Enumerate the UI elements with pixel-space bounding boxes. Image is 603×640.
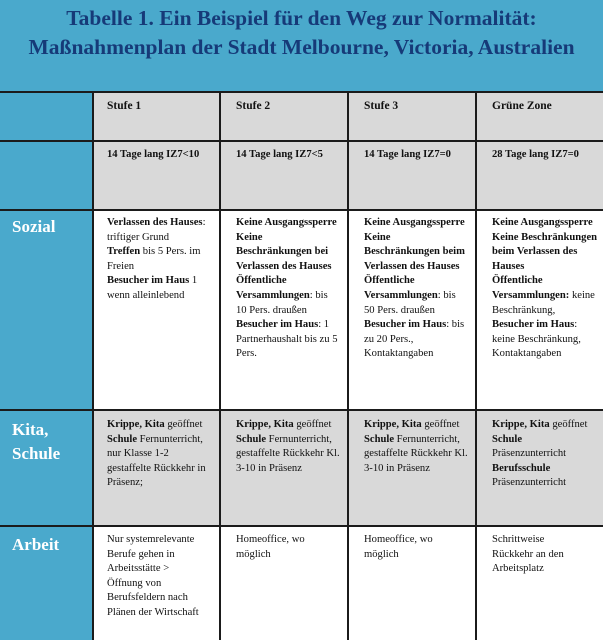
criteria-stufe-3: 14 Tage lang IZ7=0 bbox=[364, 149, 451, 160]
kita-gz-schule-bold: Schule bbox=[492, 433, 523, 445]
kita-cell-stufe-1 bbox=[107, 418, 213, 491]
sozial-s3-ausgangssperre: Keine Ausgangssperre bbox=[364, 217, 465, 228]
row-label-kita: Kita, bbox=[12, 420, 49, 439]
sozial-cell-stufe-1 bbox=[107, 216, 213, 304]
sozial-verlassen-bold: Verlassen des Hauses bbox=[107, 217, 203, 228]
sozial-treffen-bold: Treffen bbox=[107, 246, 141, 258]
grid-line bbox=[0, 409, 603, 411]
kita-s2-krippe-bold: Krippe, Kita bbox=[236, 419, 294, 430]
kita-s1-schule-bold: Schule bbox=[107, 433, 138, 445]
kita-cell-stufe-2 bbox=[236, 418, 340, 476]
sozial-s2-versammlungen-bold: Öffentliche Versammlungen bbox=[236, 275, 310, 301]
kita-s2-krippe-text: geöffnet bbox=[293, 419, 332, 430]
arbeit-cell-stufe-1: Nur systemrelevante Berufe gehen in Arbeitsstätte > Öffnung von Berufsfeldern nach Plänen der Wirtschaft bbox=[107, 534, 199, 618]
row-label-kita-schule bbox=[12, 418, 60, 466]
sozial-treffen-text: bis 5 Pers. im Freien bbox=[107, 246, 201, 272]
sozial-s3-besucher-bold: Besucher im Haus bbox=[364, 319, 447, 331]
sozial-s3-beschraenkungen: Keine Beschränkungen beim Verlassen des Hauses bbox=[364, 231, 465, 272]
sozial-s2-besucher-text: : 1 Partnerhaushalt bis zu 5 Pers. bbox=[236, 319, 338, 360]
sozial-gz-besucher-bold: Besucher im Haus bbox=[492, 319, 575, 331]
kita-gz-krippe-bold: Krippe, Kita bbox=[492, 419, 550, 430]
grid-line bbox=[0, 525, 603, 527]
header-gruene-zone: Grüne Zone bbox=[492, 100, 552, 112]
kita-s1-schule-text: Fernunterricht, nur Klasse 1-2 gestaffelte Rückkehr in Präsenz; bbox=[107, 433, 206, 489]
title-line-2: Maßnahmenplan der Stadt Melbourne, Victoria, Australien bbox=[28, 35, 575, 59]
kita-s2-schule-bold: Schule bbox=[236, 433, 267, 445]
sozial-cell-stufe-2 bbox=[236, 216, 340, 362]
sozial-s3-versammlungen-text: : bis 50 Pers. draußen bbox=[364, 289, 456, 316]
row-label-sozial: Sozial bbox=[12, 217, 56, 236]
grid-line bbox=[219, 92, 221, 640]
table-title bbox=[0, 4, 603, 62]
grid-line bbox=[0, 91, 603, 93]
kita-cell-gruene-zone bbox=[492, 418, 598, 491]
grid-line bbox=[92, 92, 94, 640]
sozial-gz-beschraenkungen: Keine Beschränkungen beim Verlassen des Hauses bbox=[492, 231, 598, 272]
grid-line bbox=[0, 140, 603, 142]
sozial-besucher-text: 1 wenn alleinlebend bbox=[107, 275, 198, 301]
header-stufe-3: Stufe 3 bbox=[364, 100, 399, 112]
sozial-s2-besucher-bold: Besucher im Haus bbox=[236, 319, 319, 331]
kita-gz-berufsschule-text: Präsenzunterricht bbox=[492, 477, 567, 489]
kita-s3-krippe-bold: Krippe, Kita bbox=[364, 419, 422, 430]
sozial-cell-gruene-zone bbox=[492, 216, 598, 362]
kita-gz-schule-text: Präsenzunterricht bbox=[492, 448, 567, 460]
kita-gz-berufsschule-bold: Berufsschule bbox=[492, 462, 551, 474]
title-line-1: Tabelle 1. Ein Beispiel für den Weg zur Normalität: bbox=[66, 6, 537, 30]
sozial-verlassen-text: : triftiger Grund bbox=[107, 217, 206, 243]
sozial-s3-besucher-text: : bis zu 20 Pers., Kontaktangaben bbox=[364, 319, 465, 360]
sozial-besucher-bold: Besucher im Haus bbox=[107, 275, 190, 287]
header-stufe-2: Stufe 2 bbox=[236, 100, 271, 112]
kita-s1-krippe-bold: Krippe, Kita bbox=[107, 419, 165, 430]
sozial-s3-versammlungen-bold: Öffentliche Versammlungen bbox=[364, 275, 438, 301]
sozial-gz-ausgangssperre: Keine Ausgangssperre bbox=[492, 217, 593, 228]
kita-s3-schule-text: Fernunterricht, gestaffelte Rückkehr Kl. 3-10 in Präsenz bbox=[364, 433, 468, 474]
grid-line bbox=[475, 92, 477, 640]
sozial-gz-versammlungen-bold: Öffentliche Versammlungen: bbox=[492, 275, 570, 301]
row-label-arbeit: Arbeit bbox=[12, 535, 60, 554]
criteria-stufe-1: 14 Tage lang IZ7<10 bbox=[107, 149, 200, 160]
sozial-cell-stufe-3 bbox=[364, 216, 468, 362]
kita-gz-krippe-text: geöffnet bbox=[549, 419, 588, 430]
grid-line bbox=[0, 209, 603, 211]
row-label-column bbox=[0, 92, 93, 640]
arbeit-cell-stufe-2: Homeoffice, wo möglich bbox=[236, 534, 305, 560]
sozial-gz-besucher-text: : keine Beschränkung, Kontaktangaben bbox=[492, 319, 581, 360]
kita-s1-krippe-text: geöffnet bbox=[164, 419, 203, 430]
grid-line bbox=[347, 92, 349, 640]
arbeit-cell-stufe-3: Homeoffice, wo möglich bbox=[364, 534, 433, 560]
kita-s3-krippe-text: geöffnet bbox=[421, 419, 460, 430]
criteria-gruene-zone: 28 Tage lang IZ7=0 bbox=[492, 149, 579, 160]
kita-cell-stufe-3 bbox=[364, 418, 468, 476]
criteria-stufe-2: 14 Tage lang IZ7<5 bbox=[236, 149, 323, 160]
row-label-schule: Schule bbox=[12, 444, 61, 463]
kita-s3-schule-bold: Schule bbox=[364, 433, 395, 445]
arbeit-cell-gruene-zone: Schrittweise Rückkehr an den Arbeitsplatz bbox=[492, 534, 564, 575]
sozial-s2-versammlungen-text: : bis 10 Pers. draußen bbox=[236, 289, 328, 316]
kita-s2-schule-text: Fernunterricht, gestaffelte Rückkehr Kl. 3-10 in Präsenz bbox=[236, 433, 340, 474]
sozial-gz-versammlungen-text: keine Beschränkung, bbox=[492, 289, 595, 316]
header-stufe-1: Stufe 1 bbox=[107, 100, 142, 112]
sozial-s2-beschraenkungen: Keine Beschränkungen bei Verlassen des Hauses bbox=[236, 231, 332, 272]
sozial-s2-ausgangssperre: Keine Ausgangssperre bbox=[236, 217, 337, 228]
